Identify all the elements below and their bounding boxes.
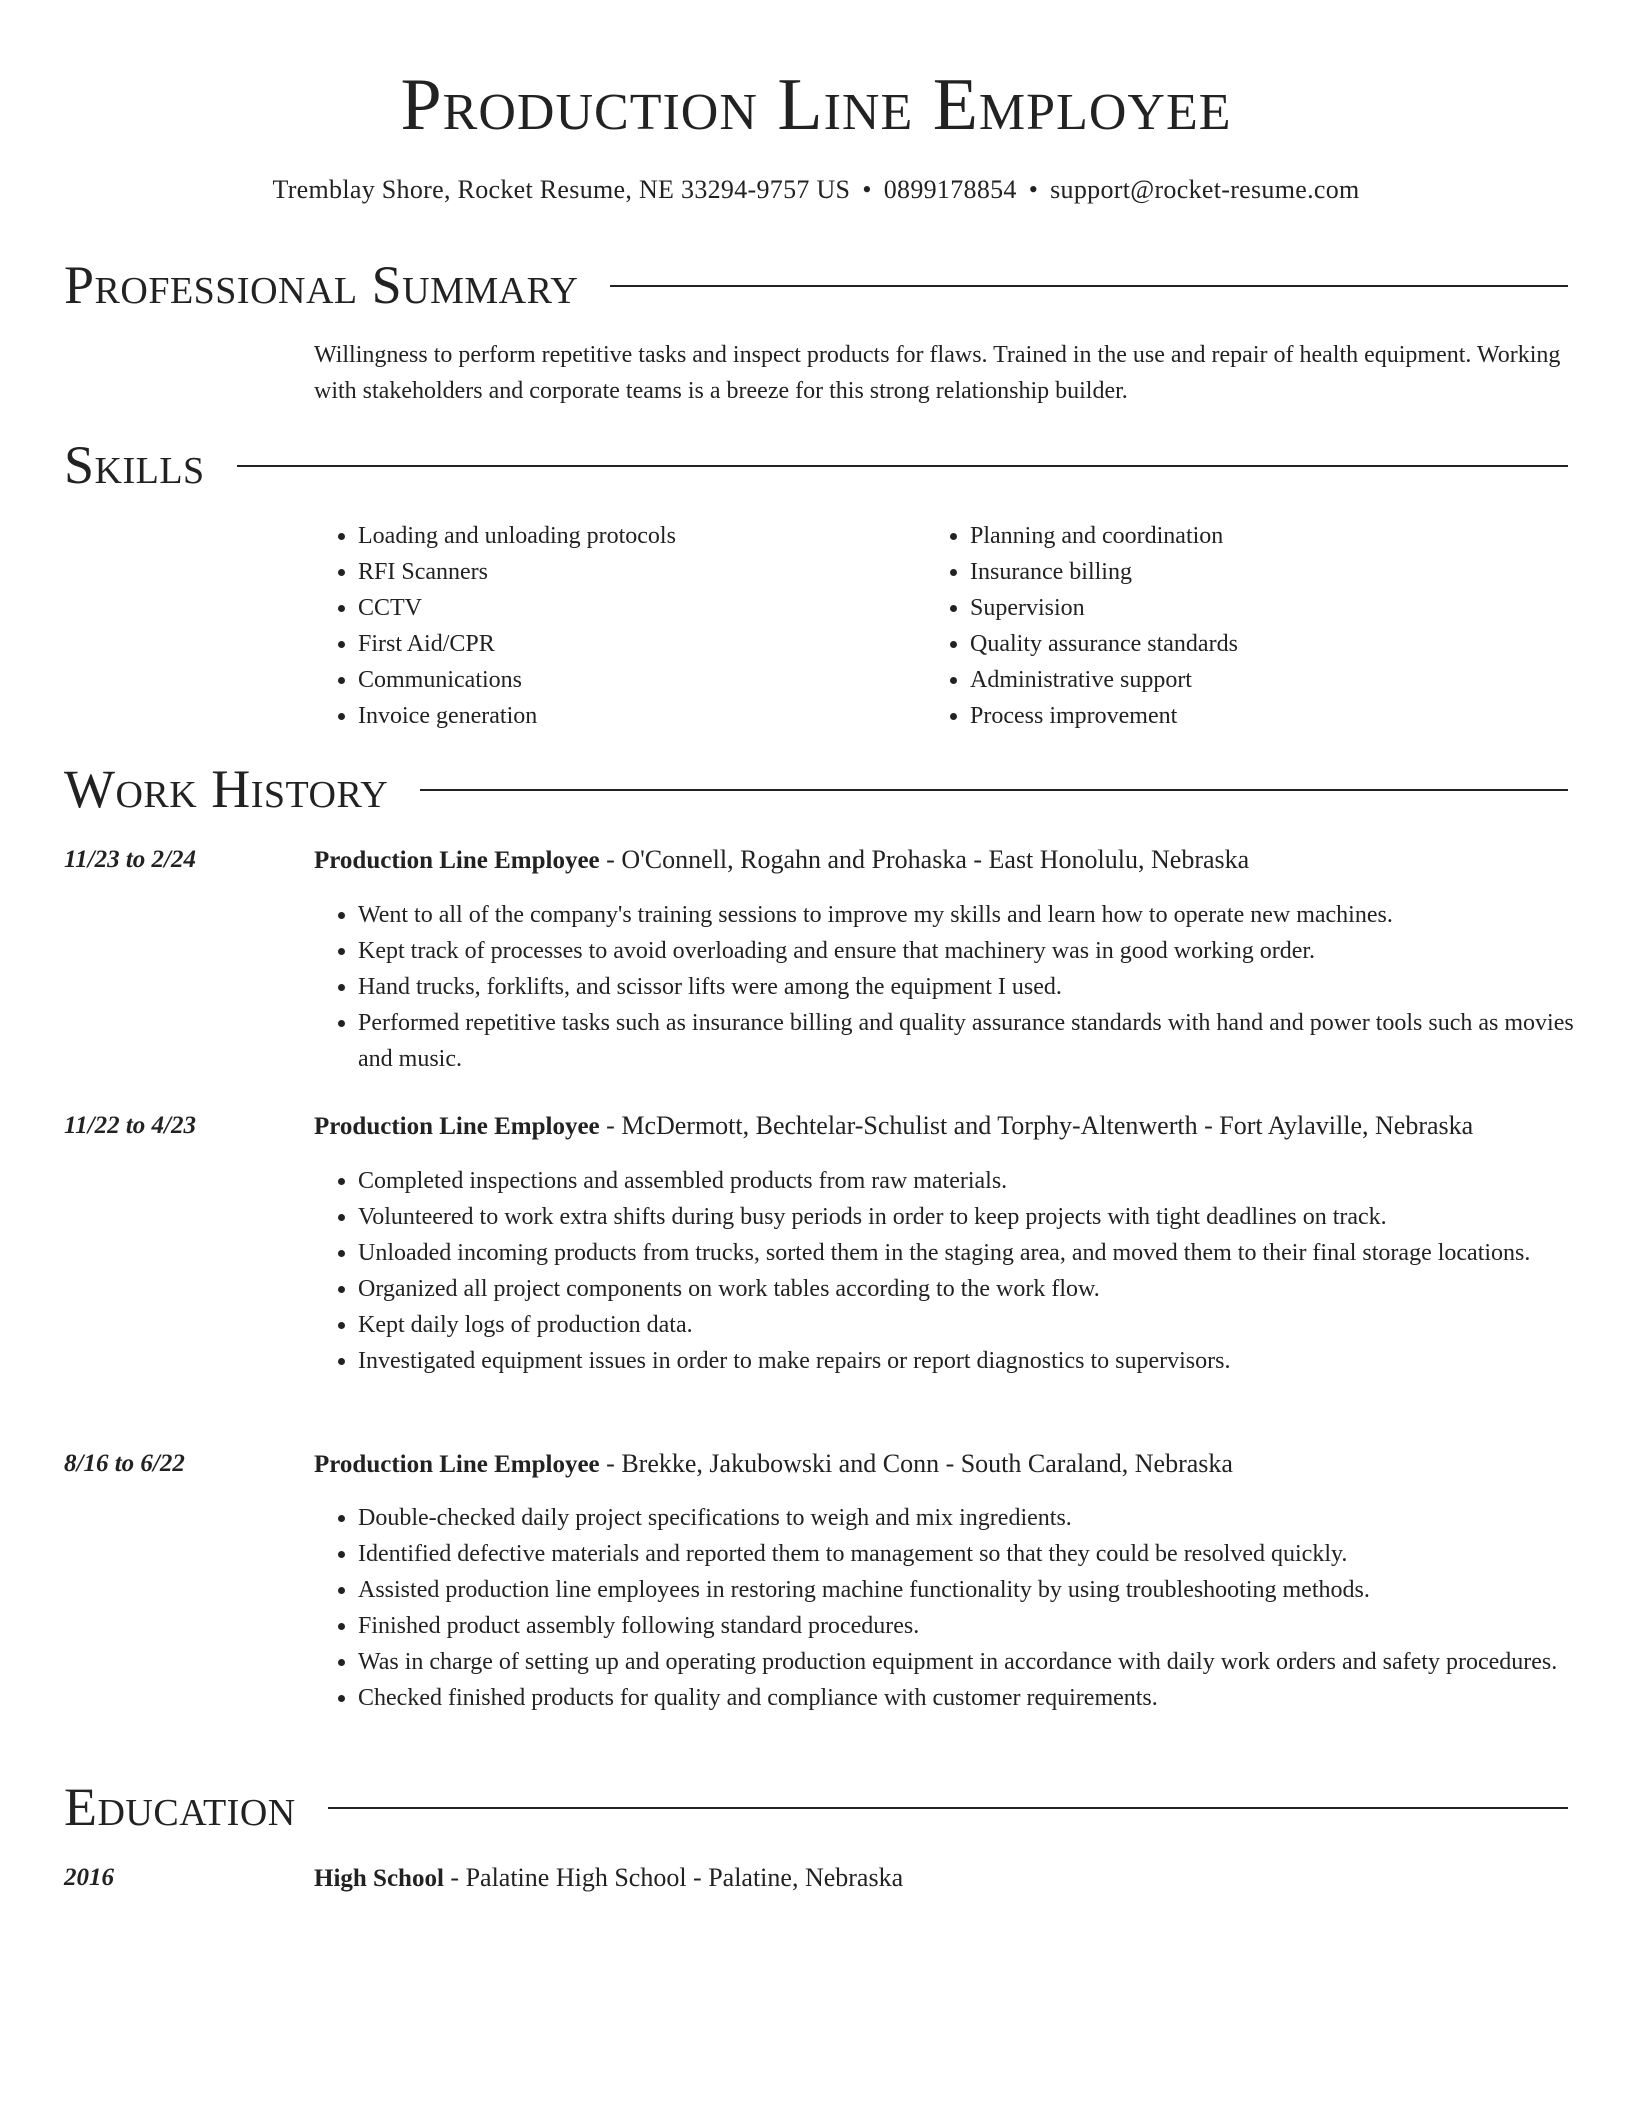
contact-separator: • xyxy=(1028,175,1039,204)
contact-email: support@rocket-resume.com xyxy=(1050,175,1360,204)
skill-item: • Supervision xyxy=(970,590,1238,626)
work-section-header xyxy=(64,756,1568,822)
job-bullets xyxy=(314,1163,1612,1379)
job-bullet: • Identified defective materials and reported them to management so that they could be resolved quickly. xyxy=(358,1536,1612,1572)
skill-item: • First Aid/CPR xyxy=(358,626,676,662)
job-bullet: • Kept daily logs of production data. xyxy=(358,1307,1612,1343)
section-divider xyxy=(610,285,1568,287)
education-line xyxy=(314,1860,1568,1897)
skills-heading: Skills xyxy=(64,435,205,495)
skills-list-left xyxy=(314,518,676,734)
job-bullet: • Assisted production line employees in restoring machine functionality by using troubleshooting methods. xyxy=(358,1572,1612,1608)
job-bullet: • Volunteered to work extra shifts during busy periods in order to keep projects with tight deadlines on track. xyxy=(358,1199,1612,1235)
section-divider xyxy=(328,1807,1568,1809)
job-bullet: • Checked finished products for quality and compliance with customer requirements. xyxy=(358,1680,1612,1716)
job-heading xyxy=(314,1446,1568,1483)
skills-list-right xyxy=(926,518,1238,734)
contact-line xyxy=(0,172,1632,208)
job-heading xyxy=(314,842,1568,879)
job-bullet: • Double-checked daily project specifications to weigh and mix ingredients. xyxy=(358,1500,1612,1536)
section-divider xyxy=(237,465,1568,467)
skill-item: • Quality assurance standards xyxy=(970,626,1238,662)
education-heading: Education xyxy=(64,1777,296,1837)
skill-item: • Insurance billing xyxy=(970,554,1238,590)
summary-section-header xyxy=(64,252,1568,318)
job-bullet: • Finished product assembly following standard procedures. xyxy=(358,1608,1612,1644)
job-dates: 11/23 to 2/24 xyxy=(64,846,196,873)
skill-item: • Planning and coordination xyxy=(970,518,1238,554)
job-title: Production Line Employee xyxy=(314,1451,600,1478)
skill-item: • RFI Scanners xyxy=(358,554,676,590)
skill-item: • Communications xyxy=(358,662,676,698)
job-bullet: • Performed repetitive tasks such as insurance billing and quality assurance standards with hand and power tools such as movies and music. xyxy=(358,1005,1612,1077)
job-title: Production Line Employee xyxy=(314,847,600,874)
skill-item: • Process improvement xyxy=(970,698,1238,734)
education-school: - Palatine High School - Palatine, Nebraska xyxy=(443,1863,904,1892)
job-bullet: • Completed inspections and assembled products from raw materials. xyxy=(358,1163,1612,1199)
skill-item: • Loading and unloading protocols xyxy=(358,518,676,554)
skill-item: • CCTV xyxy=(358,590,676,626)
job-bullet: • Organized all project components on work tables according to the work flow. xyxy=(358,1271,1612,1307)
education-section-header xyxy=(64,1774,1568,1840)
section-divider xyxy=(420,789,1568,791)
education-year: 2016 xyxy=(64,1864,114,1891)
contact-separator: • xyxy=(862,175,872,204)
job-heading xyxy=(314,1108,1568,1145)
job-dates: 8/16 to 6/22 xyxy=(64,1450,185,1477)
education-degree: High School xyxy=(314,1865,444,1892)
job-employer: - Brekke, Jakubowski and Conn - South Caraland, Nebraska xyxy=(599,1449,1233,1478)
job-bullet: • Unloaded incoming products from trucks, sorted them in the staging area, and moved them to their final storage locations. xyxy=(358,1235,1612,1271)
job-dates: 11/22 to 4/23 xyxy=(64,1112,196,1139)
job-employer: - O'Connell, Rogahn and Prohaska - East Honolulu, Nebraska xyxy=(599,845,1250,874)
job-bullet: • Kept track of processes to avoid overloading and ensure that machinery was in good working order. xyxy=(358,933,1612,969)
job-bullets xyxy=(314,1500,1612,1716)
job-bullet: • Went to all of the company's training sessions to improve my skills and learn how to operate new machines. xyxy=(358,897,1612,933)
skills-section-header xyxy=(64,432,1568,498)
job-employer: - McDermott, Bechtelar-Schulist and Torphy-Altenwerth - Fort Aylaville, Nebraska xyxy=(599,1111,1474,1140)
job-bullet: • Hand trucks, forklifts, and scissor lifts were among the equipment I used. xyxy=(358,969,1612,1005)
job-bullet: • Was in charge of setting up and operating production equipment in accordance with daily work orders and safety procedures. xyxy=(358,1644,1612,1680)
contact-address: Tremblay Shore, Rocket Resume, NE 33294-9757 US xyxy=(272,175,851,204)
skill-item: • Invoice generation xyxy=(358,698,676,734)
summary-heading: Professional Summary xyxy=(64,255,579,315)
job-bullets xyxy=(314,897,1612,1077)
candidate-name: Production Line Employee xyxy=(400,64,1232,146)
summary-text: Willingness to perform repetitive tasks and inspect products for flaws. Trained in the use and repair of health equipment. Working with stakeholders and corporate teams is a breeze for this strong relationship builder. xyxy=(314,342,1561,404)
work-heading: Work History xyxy=(64,759,389,819)
contact-phone: 0899178854 xyxy=(883,175,1017,204)
job-bullet: • Investigated equipment issues in order to make repairs or report diagnostics to supervisors. xyxy=(358,1343,1612,1379)
skill-item: • Administrative support xyxy=(970,662,1238,698)
job-title: Production Line Employee xyxy=(314,1113,600,1140)
